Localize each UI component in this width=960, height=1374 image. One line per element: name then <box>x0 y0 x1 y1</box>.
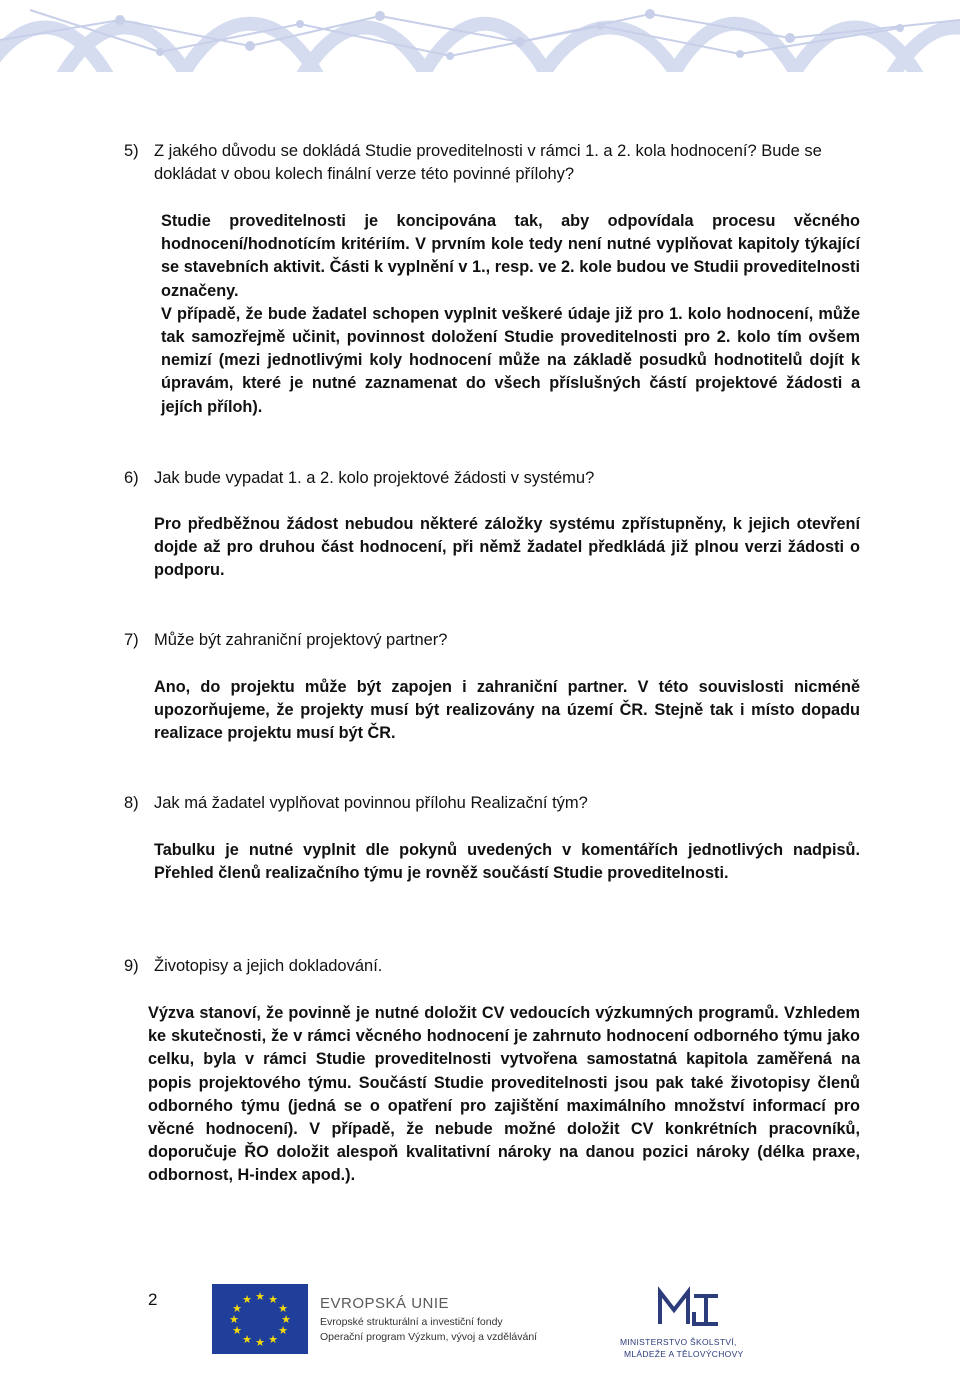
header-decoration <box>0 0 960 72</box>
msmt-logo-icon <box>660 1292 718 1324</box>
page-number: 2 <box>148 1290 158 1309</box>
answer-7 <box>154 676 860 746</box>
svg-text:★: ★ <box>242 1293 252 1306</box>
svg-text:★: ★ <box>229 1313 239 1326</box>
answer-8 <box>154 839 860 885</box>
answer-6 <box>154 513 860 583</box>
question-number: 9) <box>124 957 139 975</box>
answer-paragraph: Ano, do projektu může být zapojen i zahraniční partner. V této souvislosti nicméně upozorňujeme, že projekty musí být realizovány na území ČR. Stejně tak i místo dopadu realizace projektu musí být ČR. <box>154 678 860 743</box>
svg-text:★: ★ <box>268 1333 278 1346</box>
question-8 <box>124 792 864 815</box>
answer-paragraph: Výzva stanoví, že povinně je nutné doložit CV vedoucích výzkumných programů. Vzhledem ke skutečnosti, že v rámci věcného hodnocení je zahrnuto hodnocení odborného týmu jako celku, byla v rámci Studie proveditelnosti vytvořena samostatná kapitola zaměřená na popis projektového týmu. Součástí Studie proveditelnosti jsou pak také životopisy členů odborného týmu (jedná se o opatření pro zajištění maximálního množství informací pro věcné hodnocení). V případě, že nebude možné doložit CV konkrétních pracovníků, doporučuje ŘO doložit alespoň kvalitativní nároky na danou pozici nároky (délka praxe, odbornost, H-index apod.). <box>148 1004 860 1185</box>
footer-logos <box>0 1272 960 1369</box>
eu-title: EVROPSKÁ UNIE <box>320 1295 450 1312</box>
svg-text:★: ★ <box>255 1290 265 1303</box>
question-6 <box>124 467 864 490</box>
svg-text:★: ★ <box>242 1333 252 1346</box>
answer-paragraph: Tabulku je nutné vyplnit dle pokynů uvedených v komentářích jednotlivých nadpisů. Přehled členů realizačního týmu je rovněž součástí Studie proveditelnosti. <box>154 841 860 883</box>
svg-text:★: ★ <box>278 1302 288 1315</box>
question-number: 6) <box>124 469 139 487</box>
msmt-line-1: MINISTERSTVO ŠKOLSTVÍ, <box>620 1337 737 1347</box>
question-text: Životopisy a jejich dokladování. <box>154 957 383 975</box>
question-7 <box>124 629 864 652</box>
answer-paragraph: V případě, že bude žadatel schopen vyplnit veškeré údaje již pro 1. kolo hodnocení, může tak samozřejmě učinit, povinnost doložení Studie proveditelnosti pro 2. kolo tím ovšem nemizí (mezi jednotlivými koly hodnocení může na základě posudků hodnotitelů dojít k úpravám, které je nutné zaznamenat do všech příslušných částí projektové žádosti a jejích příloh). <box>161 304 860 416</box>
question-number: 8) <box>124 794 139 812</box>
question-text: Z jakého důvodu se dokládá Studie proveditelnosti v rámci 1. a 2. kola hodnocení? Bude se dokládat v obou kolech finální verze této povinné přílohy? <box>154 142 822 183</box>
answer-paragraph: Pro předběžnou žádost nebudou některé záložky systému zpřístupněny, k jejich otevření dojde až pro druhou část hodnocení, při němž žadatel předkládá již plnou verzi žádosti o podporu. <box>154 515 860 580</box>
answer-5 <box>161 210 860 419</box>
eu-flag-icon <box>212 1284 308 1354</box>
answer-paragraph: Studie proveditelnosti je koncipována tak, aby odpovídala procesu věcného hodnocení/hodnotícím kritériím. V prvním kole tedy není nutné vyplňovat kapitoly týkající se stavebních aktivit. Části k vyplnění v 1., resp. ve 2. kole budou ve Studii proveditelnosti označeny. <box>161 212 860 300</box>
msmt-line-2: MLÁDEŽE A TĚLOVÝCHOVY <box>624 1349 744 1359</box>
question-text: Jak bude vypadat 1. a 2. kolo projektové žádosti v systému? <box>154 469 595 487</box>
svg-text:★: ★ <box>281 1313 291 1326</box>
question-text: Může být zahraniční projektový partner? <box>154 631 448 649</box>
svg-text:★: ★ <box>268 1293 278 1306</box>
svg-text:★: ★ <box>232 1302 242 1315</box>
answer-9 <box>148 1002 860 1188</box>
question-text: Jak má žadatel vyplňovat povinnou přílohu Realizační tým? <box>154 794 588 812</box>
svg-text:★: ★ <box>278 1324 288 1337</box>
question-number: 7) <box>124 631 139 649</box>
header-pattern-graphic <box>0 0 960 72</box>
svg-text:★: ★ <box>232 1324 242 1337</box>
question-5 <box>124 140 864 185</box>
svg-text:★: ★ <box>255 1336 265 1349</box>
question-9 <box>124 955 864 978</box>
op-line: Operační program Výzkum, vývoj a vzdělávání <box>320 1331 538 1343</box>
question-number: 5) <box>124 142 139 160</box>
eu-funds-line: Evropské strukturální a investiční fondy <box>320 1316 503 1328</box>
